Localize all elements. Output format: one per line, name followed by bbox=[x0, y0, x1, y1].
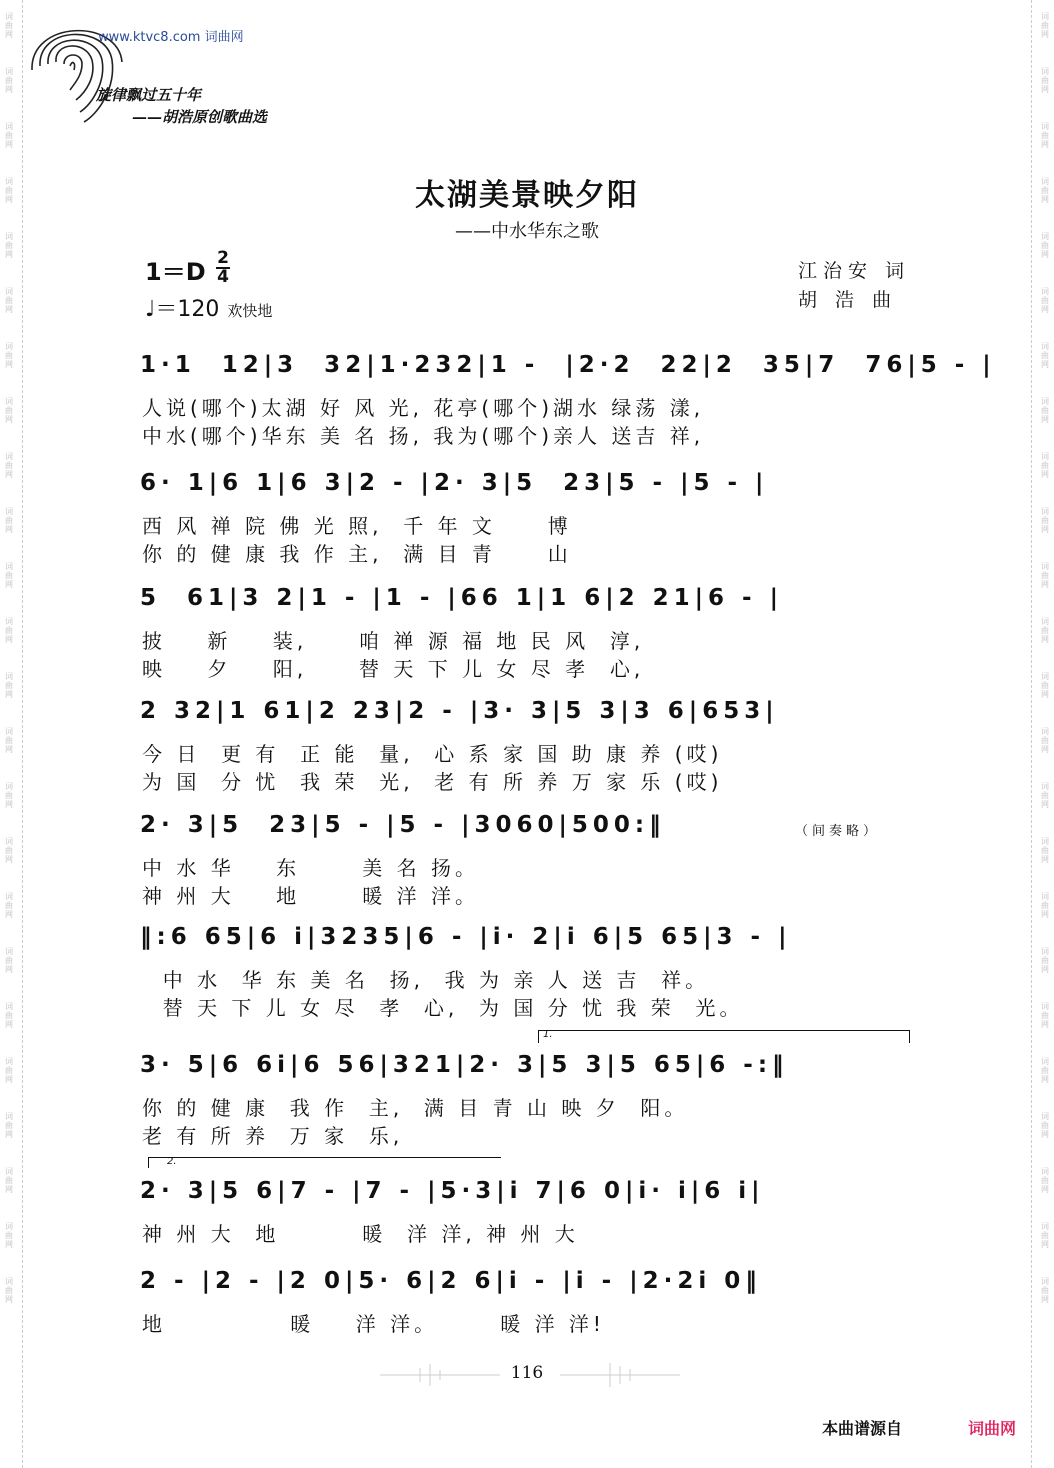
watermark-text: 词曲网 bbox=[4, 1057, 14, 1084]
lyrics-verse-1: 今 日 更 有 正 能 量, 心 系 家 国 助 康 养 (哎) bbox=[142, 742, 723, 766]
watermark-text: 词曲网 bbox=[1040, 1222, 1050, 1249]
time-bottom: 4 bbox=[217, 267, 229, 287]
lyrics-verse-1: 你 的 健 康 我 作 主, 满 目 青 山 映 夕 阳。 bbox=[142, 1096, 689, 1120]
song-subtitle: ——中水华东之歌 bbox=[455, 221, 599, 242]
watermark-text: 词曲网 bbox=[4, 342, 14, 369]
lyrics-verse-1: 神 州 大 地 暖 洋 洋, 神 州 大 bbox=[142, 1222, 579, 1246]
watermark-text: 词曲网 bbox=[1040, 342, 1050, 369]
volta-bracket-1 bbox=[538, 1030, 910, 1043]
watermark-text: 词曲网 bbox=[1040, 727, 1050, 754]
song-title: 太湖美景映夕阳 bbox=[415, 178, 639, 213]
watermark-text: 词曲网 bbox=[1040, 1057, 1050, 1084]
watermark-text: 词曲网 bbox=[4, 1277, 14, 1304]
watermark-text: 词曲网 bbox=[1040, 177, 1050, 204]
volta-bracket-2 bbox=[148, 1157, 501, 1168]
watermark-text: 词曲网 bbox=[4, 1112, 14, 1139]
composer-credit: 胡 浩 曲 bbox=[798, 289, 898, 311]
lyricist-credit: 江治安 词 bbox=[798, 260, 911, 282]
notation-line: 2 - |2 - |2 0|5· 6|2 6|i - |i - |2·2i 0‖ bbox=[140, 1268, 762, 1294]
lyrics-verse-1: 人说(哪个)太湖 好 风 光, 花亭(哪个)湖水 绿荡 漾, bbox=[142, 396, 705, 420]
time-top: 2 bbox=[217, 248, 229, 268]
lyrics-verse-2: 神 州 大 地 暖 洋 洋。 bbox=[142, 884, 480, 908]
watermark-text: 词曲网 bbox=[4, 122, 14, 149]
watermark-text: 词曲网 bbox=[1040, 12, 1050, 39]
tempo-value: ♩＝120 bbox=[145, 297, 220, 322]
watermark-text: 词曲网 bbox=[4, 617, 14, 644]
watermark-text: 词曲网 bbox=[4, 452, 14, 479]
watermark-text: 词曲网 bbox=[1040, 122, 1050, 149]
notation-line: 5 61|3 2|1 - |1 - |66 1|1 6|2 21|6 - | bbox=[140, 585, 783, 611]
watermark-text: 词曲网 bbox=[1040, 562, 1050, 589]
notation-line: 2· 3|5 23|5 - |5 - |3060|500:‖ bbox=[140, 812, 666, 838]
key-signature: 1＝D bbox=[145, 258, 206, 286]
watermark-text: 词曲网 bbox=[4, 67, 14, 94]
watermark-text: 词曲网 bbox=[4, 1167, 14, 1194]
page-number: 116 bbox=[510, 1363, 544, 1383]
watermark-text: 词曲网 bbox=[1040, 782, 1050, 809]
watermark-text: 词曲网 bbox=[1040, 672, 1050, 699]
watermark-text: 词曲网 bbox=[4, 947, 14, 974]
lyrics-verse-1: 西 风 禅 院 佛 光 照, 千 年 文 博 bbox=[142, 514, 572, 538]
watermark-text: 词曲网 bbox=[1040, 617, 1050, 644]
notation-line: 6· 1|6 1|6 3|2 - |2· 3|5 23|5 - |5 - | bbox=[140, 470, 769, 496]
watermark-text: 词曲网 bbox=[1040, 1002, 1050, 1029]
watermark-text: 词曲网 bbox=[4, 397, 14, 424]
watermark-text: 词曲网 bbox=[4, 232, 14, 259]
watermark-text: 词曲网 bbox=[4, 892, 14, 919]
watermark-text: 词曲网 bbox=[4, 1002, 14, 1029]
watermark-text: 词曲网 bbox=[4, 782, 14, 809]
volta-label-2: 2. bbox=[167, 1156, 177, 1167]
watermark-text: 词曲网 bbox=[4, 177, 14, 204]
lyrics-verse-1: 中 水 华 东 美 名 扬。 bbox=[142, 856, 480, 880]
series-subtitle: ——胡浩原创歌曲选 bbox=[132, 108, 268, 126]
lyrics-verse-2: 你 的 健 康 我 作 主, 满 目 青 山 bbox=[142, 542, 572, 566]
watermark-text: 词曲网 bbox=[1040, 837, 1050, 864]
tempo-expression: 欢快地 bbox=[227, 302, 273, 320]
watermark-text: 词曲网 bbox=[1040, 452, 1050, 479]
volta-label-1: 1. bbox=[543, 1029, 553, 1040]
watermark-text: 词曲网 bbox=[1040, 892, 1050, 919]
watermark-text: 词曲网 bbox=[1040, 287, 1050, 314]
watermark-text: 词曲网 bbox=[4, 12, 14, 39]
lyrics-verse-1: 中 水 华 东 美 名 扬, 我 为 亲 人 送 吉 祥。 bbox=[142, 968, 710, 992]
watermark-text: 词曲网 bbox=[1040, 1277, 1050, 1304]
site-url: www.ktvc8.com 词曲网 bbox=[98, 30, 244, 45]
interlude-note: （间奏略） bbox=[795, 824, 881, 839]
lyrics-verse-2: 老 有 所 养 万 家 乐, bbox=[142, 1124, 404, 1148]
lyrics-verse-2: 映 夕 阳, 替 天 下 儿 女 尽 孝 心, bbox=[142, 657, 645, 681]
lyrics-verse-2: 中水(哪个)华东 美 名 扬, 我为(哪个)亲人 送吉 祥, bbox=[142, 424, 705, 448]
watermark-text: 词曲网 bbox=[4, 562, 14, 589]
series-title: 旋律飘过五十年 bbox=[96, 86, 202, 104]
watermark-text: 词曲网 bbox=[4, 727, 14, 754]
watermark-text: 词曲网 bbox=[1040, 947, 1050, 974]
lyrics-verse-2: 替 天 下 儿 女 尽 孝 心, 为 国 分 忧 我 荣 光。 bbox=[142, 996, 744, 1020]
watermark-text: 词曲网 bbox=[1040, 507, 1050, 534]
watermark-text: 词曲网 bbox=[1040, 67, 1050, 94]
watermark-text: 词曲网 bbox=[4, 1222, 14, 1249]
source-label: 本曲谱源自 bbox=[822, 1419, 903, 1438]
notation-line: ‖:6 65|6 i|3235|6 - |i· 2|i 6|5 65|3 - | bbox=[140, 924, 792, 950]
watermark-text: 词曲网 bbox=[1040, 1112, 1050, 1139]
watermark-text: 词曲网 bbox=[1040, 1167, 1050, 1194]
watermark-text: 词曲网 bbox=[1040, 397, 1050, 424]
notation-line: 3· 5|6 6i|6 56|321|2· 3|5 3|5 65|6 -:‖ bbox=[140, 1052, 789, 1078]
notation-line: 2· 3|5 6|7 - |7 - |5·3|i 7|6 0|i· i|6 i| bbox=[140, 1178, 765, 1204]
series-title-block bbox=[96, 84, 267, 128]
watermark-text: 词曲网 bbox=[4, 507, 14, 534]
lyrics-verse-2: 为 国 分 忧 我 荣 光, 老 有 所 养 万 家 乐 (哎) bbox=[142, 770, 723, 794]
watermark-text: 词曲网 bbox=[4, 287, 14, 314]
watermark-text: 词曲网 bbox=[1040, 232, 1050, 259]
tempo-marking bbox=[145, 292, 272, 323]
source-site-link[interactable]: 词曲网 bbox=[968, 1419, 1017, 1438]
lyrics-verse-1: 披 新 装, 咱 禅 源 福 地 民 风 淳, bbox=[142, 629, 645, 653]
lyrics-verse-1: 地 暖 洋 洋。 暖 洋 洋! bbox=[142, 1312, 605, 1336]
watermark-text: 词曲网 bbox=[4, 672, 14, 699]
notation-line: 2 32|1 61|2 23|2 - |3· 3|5 3|3 6|653| bbox=[140, 698, 779, 724]
notation-line: 1·1 12|3 32|1·232|1 - |2·2 22|2 35|7 76|5 - | bbox=[140, 352, 996, 378]
time-signature bbox=[216, 250, 230, 286]
watermark-text: 词曲网 bbox=[4, 837, 14, 864]
